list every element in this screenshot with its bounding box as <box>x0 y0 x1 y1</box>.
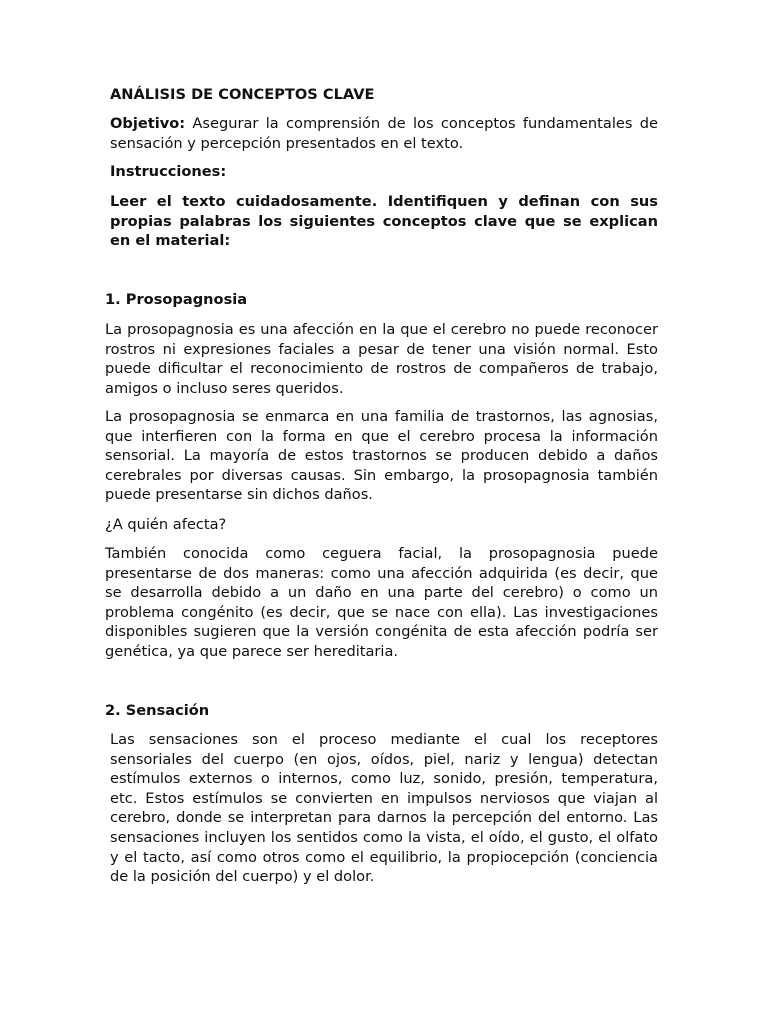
section-paragraph: Las sensaciones son el proceso mediante el cual los receptores sensoriales del cuerpo (en ojos, oídos, piel, nariz y lengua) detectan estímulos externos o internos, como luz, sonido, presión, temperatura, etc. Estos estímulos se convierten en impulsos nerviosos que viajan al cerebro, donde se interpretan para darnos la percepción del entorno. Las sensaciones incluyen los sentidos como la vista, el oído, el gusto, el olfato y el tacto, así como otros como el equilibrio, la propiocepción (conciencia de la posición del cuerpo) y el dolor. <box>110 731 658 886</box>
objective-text: Asegurar la comprensión de los conceptos fundamentales de sensación y percepción presentados en el texto. <box>110 115 658 152</box>
instructions-text: Leer el texto cuidadosamente. Identifiquen y definan con sus propias palabras los siguientes conceptos clave que se explican en el material: <box>110 193 658 250</box>
objective-label: Objetivo: <box>110 115 186 132</box>
section-paragraph: También conocida como ceguera facial, la prosopagnosia puede presentarse de dos maneras: como una afección adquirida (es decir, que se desarrolla debido a un daño en una parte del cerebro) o como un problema congénito (es decir, que se nace con ella). Las investigaciones disponibles sugieren que la versión congénita de esta afección podría ser genética, ya que parece ser hereditaria. <box>105 545 658 660</box>
section-paragraph: La prosopagnosia se enmarca en una familia de trastornos, las agnosias, que interfieren con la forma en que el cerebro procesa la información sensorial. La mayoría de estos trastornos se producen debido a daños cerebrales por diversas causas. Sin embargo, la prosopagnosia también puede presentarse sin dichos daños. <box>105 408 658 504</box>
document-title: ANÁLISIS DE CONCEPTOS CLAVE <box>110 86 375 103</box>
section-subheading: ¿A quién afecta? <box>105 516 227 533</box>
instructions-label: Instrucciones: <box>110 163 227 180</box>
section-paragraph: La prosopagnosia es una afección en la que el cerebro no puede reconocer rostros ni expresiones faciales a pesar de tener una visión normal. Esto puede dificultar el reconocimiento de rostros de compañeros de trabajo, amigos o incluso seres queridos. <box>105 321 658 397</box>
objective-paragraph <box>110 114 658 153</box>
section-heading-sensacion: 2. Sensación <box>105 702 210 719</box>
section-heading-prosopagnosia: 1. Prosopagnosia <box>105 291 248 308</box>
